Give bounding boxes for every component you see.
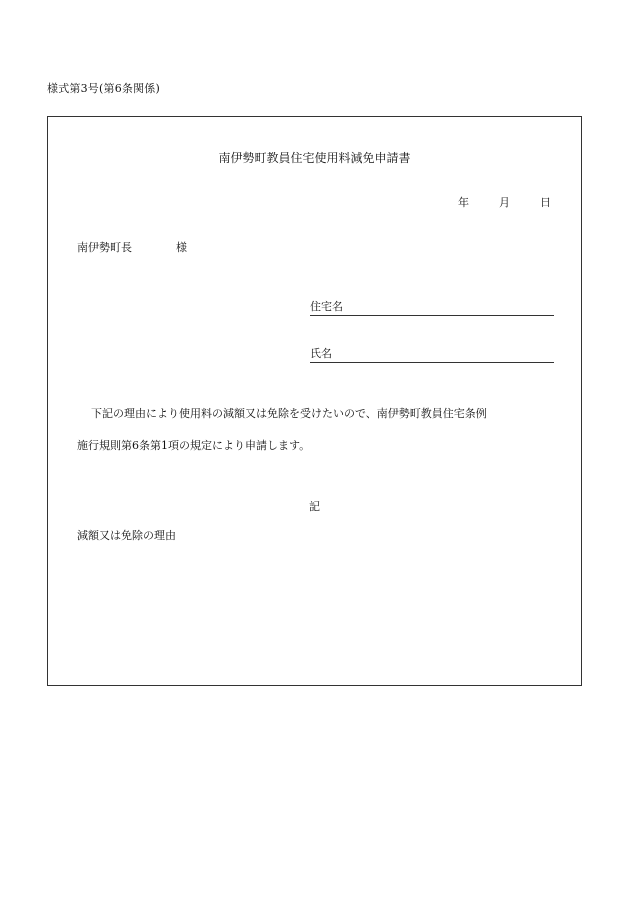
reason-label: 減額又は免除の理由 — [77, 529, 176, 542]
year-label: 年 — [458, 196, 469, 209]
day-blank[interactable] — [514, 194, 536, 210]
reason-area[interactable] — [77, 549, 553, 659]
applicant-name-label: 氏名 — [310, 347, 332, 360]
addressee — [77, 239, 187, 255]
house-name-field[interactable] — [310, 298, 554, 316]
document-title: 南伊勢町教員住宅使用料減免申請書 — [218, 151, 411, 165]
house-name-label: 住宅名 — [310, 300, 343, 313]
addressee-name: 南伊勢町長 — [77, 241, 132, 254]
day-label: 日 — [540, 196, 551, 209]
body-text-line-2: 施行規則第6条第1項の規定により申請します。 — [77, 439, 311, 452]
month-blank[interactable] — [473, 194, 495, 210]
form-number: 様式第3号(第6条関係) — [47, 82, 160, 95]
year-blank[interactable] — [432, 194, 454, 210]
addressee-honorific: 様 — [176, 241, 187, 254]
body-text-line-1: 下記の理由により使用料の減額又は免除を受けたいので、南伊勢町教員住宅条例 — [91, 407, 487, 420]
application-form — [47, 116, 582, 686]
month-label: 月 — [499, 196, 510, 209]
ki-heading: 記 — [309, 500, 320, 513]
date-line — [432, 194, 551, 210]
applicant-name-field[interactable] — [310, 345, 554, 363]
